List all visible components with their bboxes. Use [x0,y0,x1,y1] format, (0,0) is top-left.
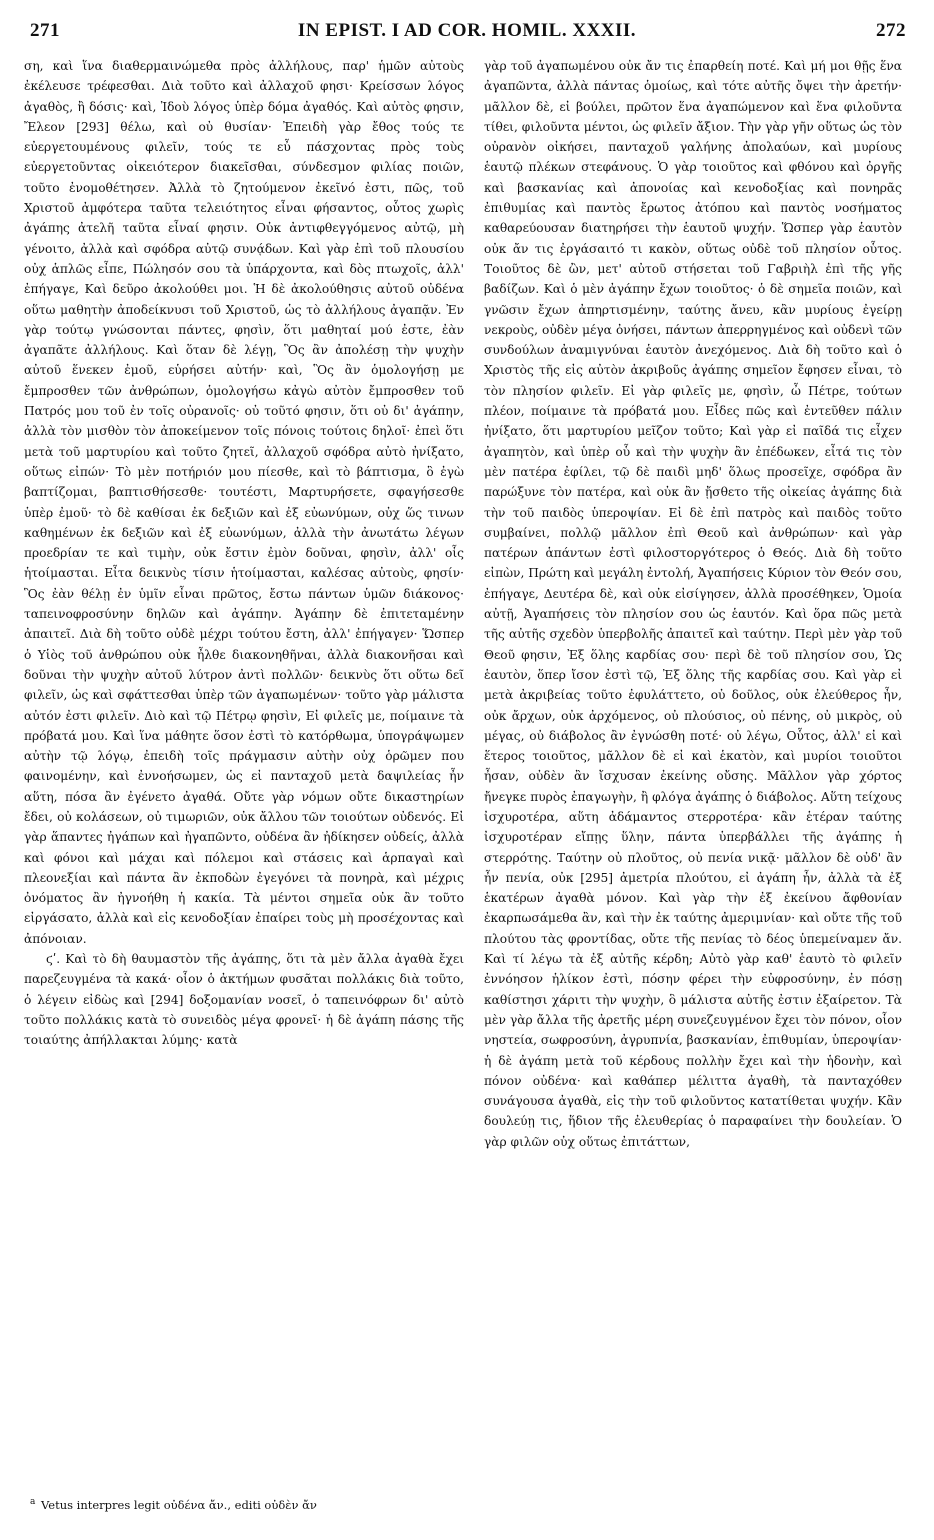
page-number-left: 271 [30,20,60,41]
right-column [484,56,902,1152]
right-column-paragraph: γὰρ τοῦ ἀγαπωμένου οὐκ ἄν τις ἐπαρθείη ποτέ. Καὶ μή μοι θῇς ἕνα ἀγαπῶντα, ἀλλὰ πάντας ὁμοίως, καὶ τότε αὐτῆς ὄψει τὴν ἀρετήν· μᾶλλον δὲ, εἰ βούλει, πρῶτον ἕνα ἀγαπώμενον καὶ ἕνα φιλοῦντα τίθει, φιλοῦντα μέντοι, ὡς φιλεῖν ἄξιον. Τὴν γὰρ γῆν οὕτως ὡς τὸν οὐρανὸν οἰκήσει, πανταχοῦ γαλήνης ἀπολαύων, καὶ μυρίους ἑαυτῷ πλέκων στεφάνους. Ὁ γὰρ τοιοῦτος καὶ φθόνου καὶ ὀργῆς καὶ βασκανίας καὶ ἀπονοίας καὶ κενοδοξίας καὶ πονηρᾶς ἐπιθυμίας καὶ παντὸς ἔρωτος ἀτόπου καὶ παντὸς νοσήματος καθαρεύουσαν διατηρήσει τὴν ἑαυτοῦ ψυχήν. Ὥσπερ γὰρ ἑαυτὸν οὐκ ἄν τις ἐργάσαιτό τι κακὸν, οὕτως οὐδὲ τοῦ πλησίον οὗτος. Τοιοῦτος δὲ ὢν, μετ' αὐτοῦ στήσεται τοῦ Γαβριὴλ ἐπὶ τῆς γῆς βαδίζων. Καὶ ὁ μὲν ἀγάπην ἔχων τοιοῦτος· ὁ δὲ σημεῖα ποιῶν, καὶ γνῶσιν ἔχων ἀπηρτισμένην, ταύτης ἄνευ, κἂν μυρίους ἐγείρῃ νεκροὺς, οὐδὲν μέγα ὀνήσει, πάντων ἀπερρηγμένος καὶ οὐδενὶ τῶν συνδούλων ἀναμιγνύναι ἑαυτὸν ἀνεχόμενος. Διὰ δὴ τοῦτο καὶ ὁ Χριστὸς τῆς εἰς αὐτὸν ἀκριβοῦς ἀγάπης σημεῖον ἔφησεν εἶναι, τὸ τὸν πλησίον φιλεῖν. Εἰ γὰρ φιλεῖς με, φησὶν, ὦ Πέτρε, τούτων πλέον, ποίμαινε τὰ πρόβατά μου. Εἶδες πῶς καὶ ἐντεῦθεν πάλιν ἠνίξατο, ὅτι μαρτυρίου μεῖζον τοῦτο; Καὶ γὰρ εἰ παῖδά τις εἶχεν ἀγαπητὸν, καὶ ὑπὲρ οὗ καὶ τὴν ψυχὴν ἂν ἐπέδωκεν, εἶτά τις τὸν μὲν πατέρα ἐφίλει, τῷ δὲ παιδὶ μηδ' ὅλως προσεῖχε, σφόδρα ἂν παρώξυνε τὸν πατέρα, καὶ οὐκ ἂν ᾔσθετο τῆς οἰκείας ἀγάπης διὰ τὴν τοῦ παιδὸς ὑπεροψίαν. Εἰ δὲ ἐπὶ πατρὸς καὶ παιδὸς τοῦτο συμβαίνει, πολλῷ μᾶλλον ἐπὶ Θεοῦ καὶ ἀνθρώπων· καὶ γὰρ πατέρων ἁπάντων ἐστὶ φιλοστοργότερος ὁ Θεός. Διὰ δὴ τοῦτο εἰπὼν, Πρώτη καὶ μεγάλη ἐντολή, Ἀγαπήσεις Κύριον τὸν Θεόν σου, ἐπήγαγε, Δευτέρα δὲ, καὶ οὐκ εἰσίγησεν, ἀλλὰ προσέθηκεν, Ὁμοία αὐτῇ, Ἀγαπήσεις τὸν πλησίον σου ὡς ἑαυτόν. Καὶ ὅρα πῶς μετὰ τῆς αὐτῆς σχεδὸν ὑπερβολῆς ἀπαιτεῖ καὶ ταύτην. Περὶ μὲν γὰρ τοῦ Θεοῦ φησιν, Ἐξ ὅλης καρδίας σου· περὶ δὲ τοῦ πλησίον σου, Ὡς ἑαυτὸν, ὅπερ ἴσον ἐστὶ τῷ, Ἐξ ὅλης τῆς καρδίας σου. Καὶ γὰρ εἰ μετὰ ἀκριβείας τοῦτο ἐφυλάττετο, οὐ δοῦλος, οὐκ ἐλεύθερος ἦν, οὐκ ἄρχων, οὐκ ἀρχόμενος, οὐ πλούσιος, οὐ πένης, οὐ μικρὸς, οὐ μέγας, οὐ διάβολος ἂν ἐγνώσθη ποτέ· οὐ λέγω, Οὗτος, ἀλλ' εἰ καὶ ἕτερος τοιοῦτος, μᾶλλον δὲ εἰ καὶ ἑκατὸν, καὶ μυρίοι τοιοῦτοι ἦσαν, οὐδὲν ἂν ἴσχυσαν ἐκείνης οὔσης. Μᾶλλον γὰρ χόρτος ἤνεγκε πυρὸς ἐπαγωγὴν, ἢ φλόγα ἀγάπης ὁ διάβολος. Αὕτη τείχους ἰσχυροτέρα, αὕτη ἀδάμαντος στερροτέρα· κἂν ἑτέραν ταύτης ἰσχυροτέραν εἴπῃς ὕλην, πάντα ὑπερβάλλει τῆς ἀγάπης ἡ στερρότης. Ταύτην οὐ πλοῦτος, οὐ πενία νικᾷ· μᾶλλον δὲ οὐδ' ἂν ἦν πενία, οὐκ [295] ἀμετρία πλούτου, εἰ ἀγάπη ἦν, ἀλλὰ τὰ ἐξ ἑκατέρων ἀγαθὰ μόνον. Καὶ γὰρ τὴν ἐξ ἐκείνου ἄφθονίαν ἐκαρπωσάμεθα ἂν, καὶ τὴν ἐκ ταύτης ἀμεριμνίαν· καὶ οὔτε τῆς τοῦ πλούτου τὰς φροντίδας, οὔτε τῆς πενίας τὸ δέος ὑπεμείναμεν ἄν. Καὶ τί λέγω τὰ ἐξ αὐτῆς κέρδη; Αὐτὸ γὰρ καθ' ἑαυτὸ τὸ φιλεῖν ἐννόησον ἡλίκον ἐστὶ, πόσην φέρει τὴν εὐφροσύνην, ἐν πόσῃ καθίστησι χάριτι τὴν ψυχὴν, ὃ μάλιστα αὐτῆς ἐστιν ἐξαίρετον. Τὰ μὲν γὰρ ἄλλα τῆς ἀρετῆς μέρη συνεζευγμένον ἔχει τὸν πόνον, οἷον νηστεία, σωφροσύνη, ἀγρυπνία, βασκανίαν, ἐπιθυμίαν, ὑπεροψίαν· ἡ δὲ ἀγάπη μετὰ τοῦ κέρδους πολλὴν ἔχει καὶ τὴν ἡδονὴν, καὶ πόνον οὐδένα· καὶ καθάπερ μέλιττα ἀγαθὴ, τὰ πανταχόθεν συνάγουσα ἀγαθὰ, εἰς τὴν τοῦ φιλοῦντος κατατίθεται ψυχήν. Κἂν δουλεύῃ τις, ἥδιον τῆς ἐλευθερίας ὁ παραφαίνει τὴν δουλείαν. Ὁ γὰρ φιλῶν οὐχ οὕτως ἐπιτάττων, [484,59,902,1149]
footnote-text: Vetus interpres legit οὐδένα ἄν., editi οὐδὲν ἄν [41,1497,317,1512]
left-column-paragraph: ση, καὶ ἵνα διαθερμαινώμεθα πρὸς ἀλλήλους, παρ' ἡμῶν αὐτοὺς ἐκέλευσε τρέφεσθαι. Διὰ τοῦτο καὶ ἀλλαχοῦ φησι· Κρείσσων λόγος ἀγαθὸς, ἢ δόσις· καὶ, Ἰδοὺ λόγος ὑπὲρ δόμα ἀγαθός. Καὶ αὐτὸς φησιν, Ἔλεον [293] θέλω, καὶ οὐ θυσίαν· Ἐπειδὴ γὰρ ἔθος τούς τε εὐεργετουμένους φιλεῖν, τούς τε εὖ πάσχοντας πρὸς τοὺς εὐεργετοῦντας οἰκειότερον διακεῖσθαι, σύνδεσμον φιλίας ποιῶν, τοῦτο ἐνομοθέτησεν. Ἀλλὰ τὸ ζητούμενον ἐκεῖνό ἐστι, πῶς, τοῦ Χριστοῦ ἀμφότερα ταῦτα τελειότητος εἶναι φήσαντος, οὗτος χωρὶς ἀγάπης ἀτελῆ ταῦτα εἶναί φησιν. Οὐκ ἀντιφθεγγόμενος αὐτῷ, μὴ γένοιτο, ἀλλὰ καὶ σφόδρα αὐτῷ συνᾴδων. Καὶ γὰρ ἐπὶ τοῦ πλουσίου οὐχ ἁπλῶς εἶπε, Πώλησόν σου τὰ ὑπάρχοντα, καὶ δὸς πτωχοῖς, ἀλλ' ἐπήγαγε, Καὶ δεῦρο ἀκολούθει μοι. Ἡ δὲ ἀκολούθησις αὐτοῦ οὐδένα οὕτω μαθητὴν ἀποδείκνυσι τοῦ Χριστοῦ, ὡς τὸ ἀλλήλους ἀγαπᾷν. Ἐν γὰρ τούτῳ γνώσονται πάντες, φησὶν, ὅτι μαθηταί μού ἐστε, ἐὰν ἀγαπᾶτε ἀλλήλους. Καὶ ὅταν δὲ λέγῃ, Ὃς ἂν ἀπολέσῃ τὴν ψυχὴν αὐτοῦ ἕνεκεν ἐμοῦ, εὑρήσει αὐτήν· καὶ, Ὃς ἂν ὁμολογήσῃ με ἔμπροσθεν τῶν ἀνθρώπων, ὁμολογήσω κἀγὼ αὐτὸν ἔμπροσθεν τοῦ Πατρός μου τοῦ ἐν τοῖς οὐρανοῖς· οὐ τοῦτό φησιν, ὅτι οὐ δι' ἀγάπην, ἀλλὰ τὸν μισθὸν τὸν ἀποκείμενον τοῖς πόνοις τούτοις δηλοῖ· ἐπεὶ ὅτι μετὰ τοῦ μαρτυρίου καὶ τοῦτο ζητεῖ, ἀλλαχοῦ σφόδρα αὐτὸ ἠνίξατο, οὕτως εἰπών· Τὸ μὲν ποτήριόν μου πίεσθε, καὶ τὸ βάπτισμα, ὃ ἐγὼ βαπτίζομαι, βαπτισθήσεσθε· τουτέστι, Μαρτυρήσετε, σφαγήσεσθε ὑπὲρ ἐμοῦ· τὸ δὲ καθίσαι ἐκ δεξιῶν καὶ ἐξ εὐωνύμων, οὐχ ὥς τινων καθημένων ἐκ δεξιῶν καὶ ἐξ εὐωνύμων, ἀλλὰ τὴν ἀνωτάτω λέγων προεδρίαν τε καὶ τιμὴν, οὐκ ἔστιν ἐμὸν δοῦναι, φησὶν, ἀλλ' οἷς ἡτοίμασται. Εἶτα δεικνὺς τίσιν ἡτοίμασται, καλέσας αὐτοὺς, φησίν· Ὃς ἐὰν θέλῃ ἐν ὑμῖν εἶναι πρῶτος, ἔστω πάντων ὑμῶν διάκονος· ταπεινοφροσύνην δηλῶν καὶ ἀγάπην. Ἀγάπην δὲ ἐπιτεταμένην ἀπαιτεῖ. Διὰ δὴ τοῦτο οὐδὲ μέχρι τούτου ἔστη, ἀλλ' ἐπήγαγεν· Ὥσπερ ὁ Υἱὸς τοῦ ἀνθρώπου οὐκ ἦλθε διακονηθῆναι, ἀλλὰ διακονῆσαι καὶ δοῦναι τὴν ψυχὴν αὐτοῦ λύτρον ἀντὶ πολλῶν· δεικνὺς ὅτι οὕτω δεῖ φιλεῖν, ὡς καὶ σφάττεσθαι ὑπὲρ τῶν ἀγαπωμένων· τοῦτο γὰρ μάλιστα αὐτόν ἐστι φιλεῖν. Διὸ καὶ τῷ Πέτρῳ φησὶν, Εἰ φιλεῖς με, ποίμαινε τὰ πρόβατά μου. Καὶ ἵνα μάθητε ὅσον ἐστὶ τὸ κατόρθωμα, ὑπογράψωμεν αὐτὴν τῷ λόγῳ, ἐπειδὴ τοῖς πράγμασιν αὐτὴν οὐχ ὁρῶμεν που φαινομένην, καὶ ἐννοήσωμεν, ὡς εἰ πανταχοῦ μετὰ δαψιλείας ἦν αὕτη, πόσα ἂν ἐγένετο ἀγαθά. Οὔτε γὰρ νόμων οὔτε δικαστηρίων ἔδει, οὐ κολάσεων, οὐ τιμωριῶν, οὐκ ἄλλου τῶν τοιούτων οὐδενός. Εἰ γὰρ ἅπαντες ἠγάπων καὶ ἠγαπῶντο, οὐδένα ἂν ἠδίκησεν οὐδείς, ἀλλὰ καὶ φόνοι καὶ μάχαι καὶ πόλεμοι καὶ στάσεις καὶ ἁρπαγαὶ καὶ πλεονεξίαι καὶ πάντα ἂν ἐκποδὼν ἐγεγόνει τὰ πονηρὰ, καὶ μέχρις ὀνόματος ἂν ἠγνοήθη ἡ κακία. Τὰ μέντοι σημεῖα οὐκ ἂν τοῦτο εἰργάσατο, ἀλλὰ καὶ εἰς κενοδοξίαν ἐπαίρει τοὺς μὴ προσέχοντας καὶ ἀπόνοιαν. [24,59,464,946]
column-divider [474,58,475,1470]
left-column-paragraph-section-6: ϛʹ. Καὶ τὸ δὴ θαυμαστὸν τῆς ἀγάπης, ὅτι τὰ μὲν ἄλλα ἀγαθὰ ἔχει παρεζευγμένα τὰ κακά· οἷον ὁ ἀκτήμων φυσᾶται πολλάκις διὰ τοῦτο, ὁ λέγειν εἰδὼς καὶ [294] δοξομανίαν νοσεῖ, ὁ ταπεινόφρων δι' αὐτὸ τοῦτο πολλάκις κατὰ τὸ συνειδὸς μέγα φρονεῖ· ἡ δὲ ἀγάπη πάσης τῆς τοιαύτης ἀπήλλακται λύμης· κατὰ [24,952,464,1048]
page-header [18,16,916,50]
running-title: IN EPIST. I AD COR. HOMIL. XXXII. [297,20,637,41]
page-number-right: 272 [876,20,906,41]
left-column [24,56,464,1051]
footnote [30,1494,460,1513]
footnote-mark: a [30,1497,36,1507]
